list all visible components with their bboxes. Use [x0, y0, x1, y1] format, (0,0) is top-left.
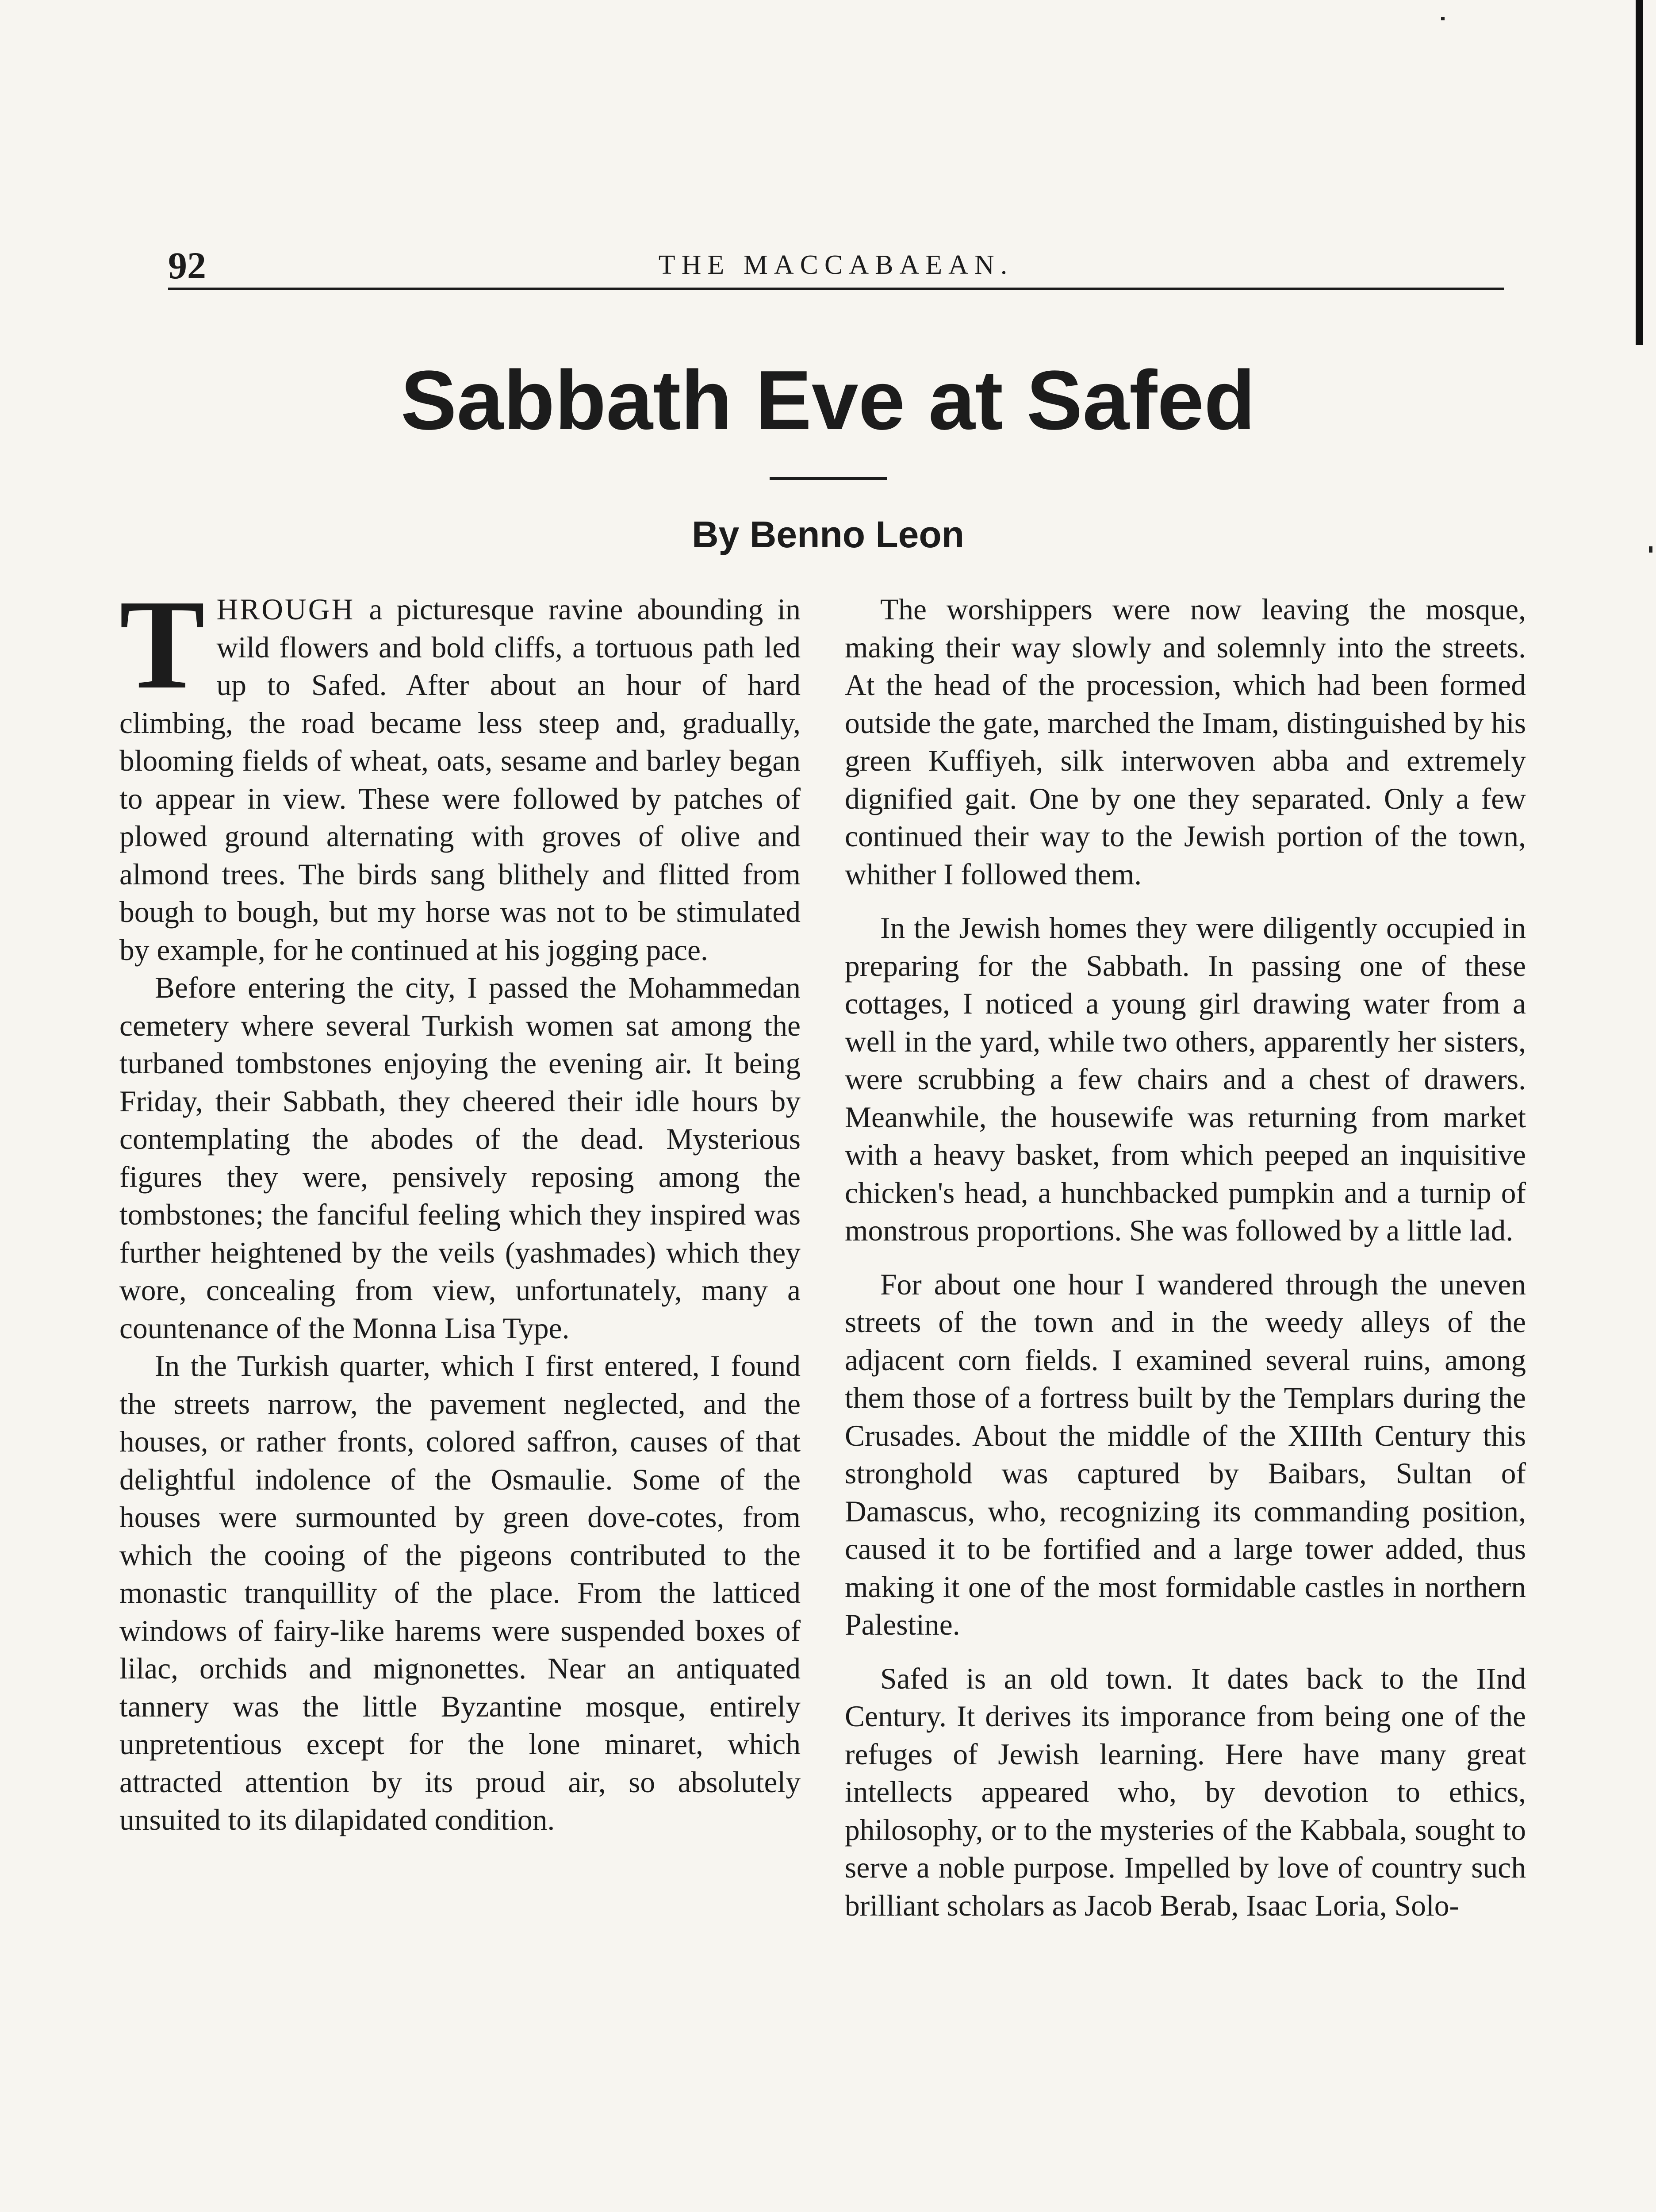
paragraph: Safed is an old town. It dates back to the IInd Century. It derives its imporance from being one of the refuges of Jewish learning. Here have many great intellects appeared who, by devotion to ethics, philosophy, or to the mysteries of the Kabbala, sought to serve a noble purpose. Impelled by love of country such brilliant scholars as Jacob Berab, Isaac Loria, Solo-	[845, 1662, 1526, 1922]
paragraph: The worshippers were now leaving the mosque, making their way slowly and solemnly into the streets. At the head of the procession, which had been formed outside the gate, marched the Imam, distinguished by his green Kuffiyeh, silk interwoven abba and extremely dignified gait. One by one they separated. Only a few continued their way to the Jewish portion of the town, whither I followed them.	[845, 593, 1526, 891]
header-rule	[168, 288, 1504, 290]
paragraph: In the Turkish quarter, which I first entered, I found the streets narrow, the pavement neglected, and the houses, or rather fronts, colored saffron, causes of that delightful indolence of the Osmaulie. Some of the houses were surmounted by green dove-cotes, from which the cooing of the pigeons contributed to the monastic tranquillity of the place. From the latticed windows of fairy-like harems were suspended boxes of lilac, orchids and mignonettes. Near an antiquated tannery was the little Byzantine mosque, entirely unpretentious except for the lone minaret, which attracted attention by its proud air, so absolutely unsuited to its dilapidated condition.	[119, 1349, 801, 1836]
paragraph	[119, 573, 801, 969]
page-edge-shadow	[1636, 0, 1643, 345]
drop-cap: T	[119, 573, 205, 715]
opening-small-caps: HROUGH	[216, 593, 355, 626]
left-column	[119, 573, 801, 1839]
right-column	[845, 591, 1526, 1924]
page-number: 92	[168, 244, 206, 287]
byline: By Benno Leon	[691, 514, 964, 555]
paragraph: Before entering the city, I passed the Mohammedan cemetery where several Turkish women sat among the turbaned tombstones enjoying the evening air. It being Friday, their Sabbath, they cheered their idle hours by contemplating the abodes of the dead. Mysterious figures they were, pensively reposing among the tombstones; the fanciful feeling which they inspired was further heightened by the veils (yashmades) which they wore, concealing from view, unfortunately, many a countenance of the Monna Lisa Type.	[119, 971, 801, 1345]
paragraph-text: a picturesque ravine abounding in wild flowers and bold cliffs, a tortuous path led up to Safed. After about an hour of hard climbing, the road became less steep and, gradually, blooming fields of wheat, oats, sesame and barley began to appear in view. These were followed by patches of plowed ground alternating with groves of olive and almond trees. The birds sang blithely and flitted from bough to bough, but my horse was not to be stimulated by example, for he continued at his jogging pace.	[119, 593, 801, 967]
running-head	[168, 234, 1504, 288]
title-rule	[770, 477, 887, 480]
article-title: Sabbath Eve at Safed	[400, 353, 1256, 447]
journal-title: THE MACCABAEAN.	[658, 250, 1014, 280]
paragraph: For about one hour I wandered through the uneven streets of the town and in the weedy alleys of the adjacent corn fields. I examined several ruins, among them those of a fortress built by the Templars during the Crusades. About the middle of the XIIIth Century this stronghold was captured by Baibars, Sultan of Damascus, who, recognizing its commanding position, caused it to be fortified and a large tower added, thus making it one of the most formidable castles in northern Palestine.	[845, 1267, 1526, 1641]
paragraph: In the Jewish homes they were diligently occupied in preparing for the Sabbath. In passing one of these cottages, I noticed a young girl drawing water from a well in the yard, while two others, apparently her sisters, were scrubbing a few chairs and a chest of drawers. Meanwhile, the housewife was returning from market with a heavy basket, from which peeped an inquisitive chicken's head, a hunchbacked pumpkin and a turnip of monstrous proportions. She was followed by a little lad.	[845, 911, 1526, 1247]
scan-speck	[1441, 17, 1445, 20]
